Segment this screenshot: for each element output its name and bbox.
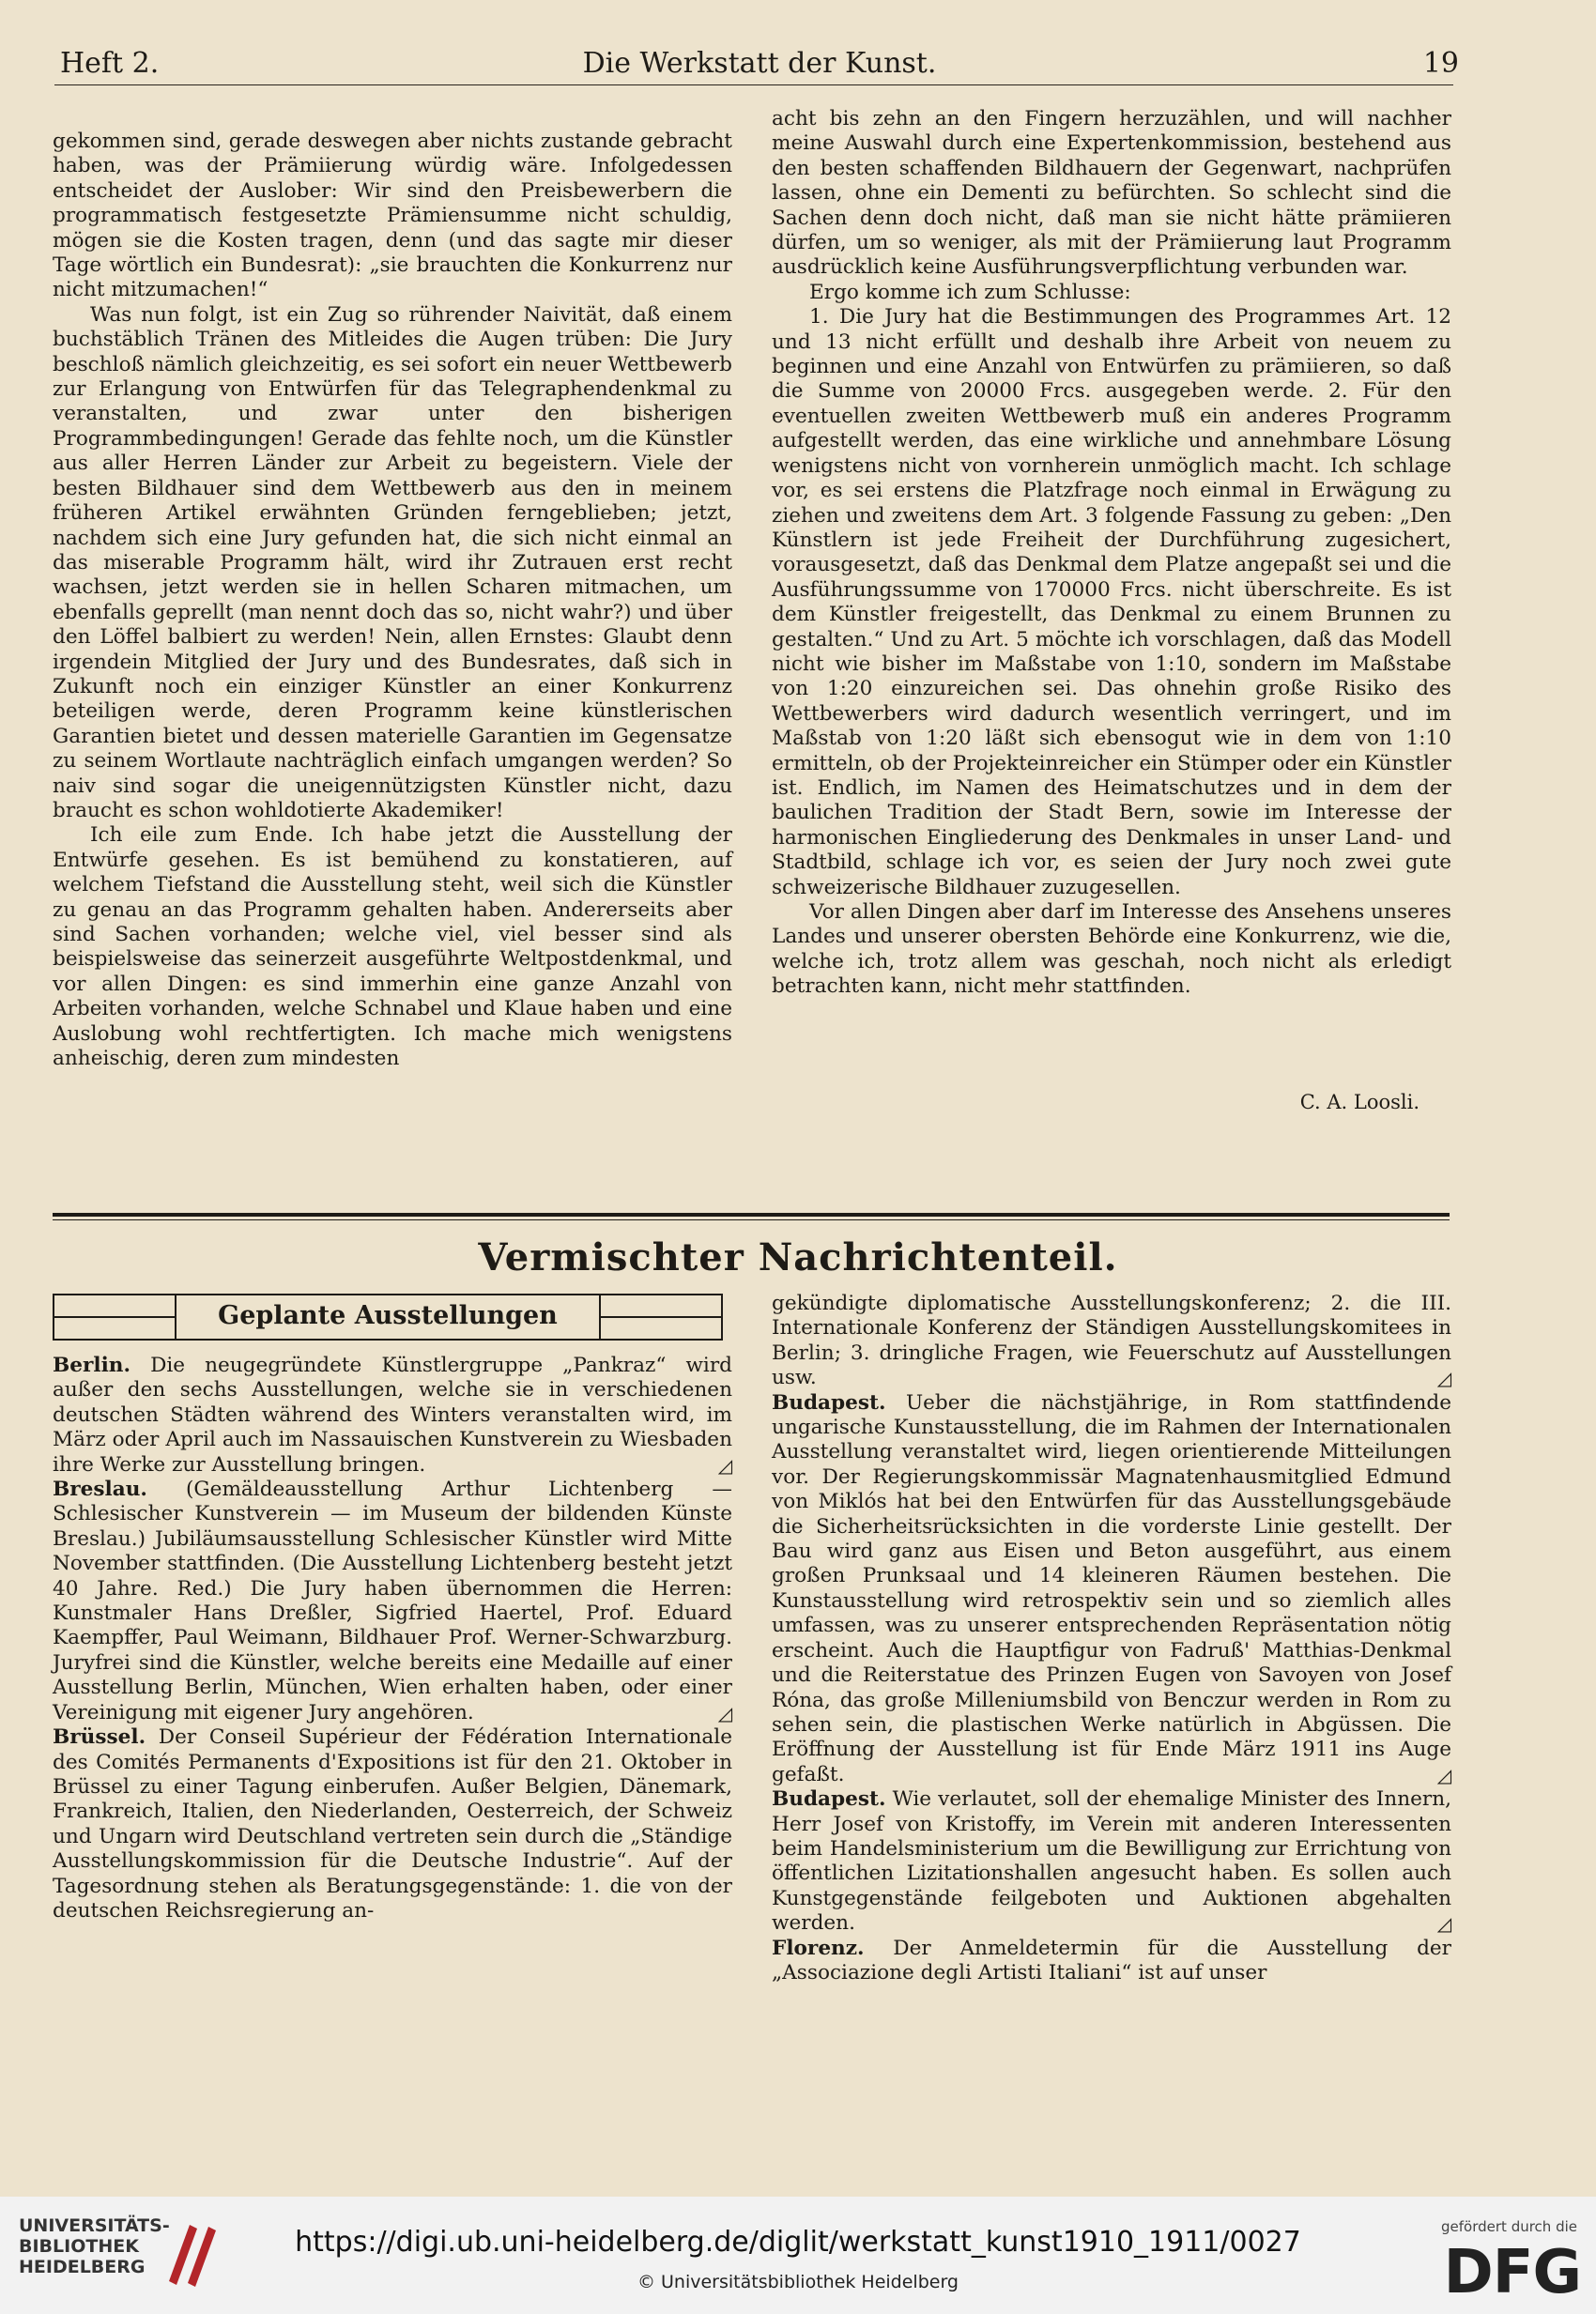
end-mark-icon: ◿ <box>1436 1367 1451 1390</box>
section-rule-thin <box>53 1219 1450 1220</box>
running-header <box>60 43 1459 88</box>
news-entry <box>53 1478 732 1725</box>
paragraph: 1. Die Jury hat die Bestimmungen des Programmes Art. 12 und 13 nicht erfüllt und deshalb ihre Arbeit von neuem zu beginnen und eine Anzahl von Entwürfen zu prämiieren, so daß die Summe von 20000 Frcs. ausgegeben werde. 2. Für den eventuellen zweiten Wettbewerb muß ein anderes Programm aufgestellt werden, das eine wirkliche und annehmbare Lösung wenigstens nicht von vornherein unmöglich macht. Ich schlage vor, es sei erstens die Platzfrage noch einmal in Erwägung zu ziehen und zweitens dem Art. 3 folgende Fassung zu geben: „Den Künstlern ist jede Freiheit der Durchführung zugesichert, vorausgesetzt, daß das Denkmal dem Platze angepaßt sei und die Ausführungssumme von 170000 Frcs. nicht überschreite. Es ist dem Künstler freigestellt, das Denkmal zu einem Brunnen zu gestalten.“ Und zu Art. 5 möchte ich vorschlagen, daß das Modell nicht wie bisher im Maßstabe von 1:10, sondern im Maßstabe von 1:20 einzureichen sei. Das ohnehin große Risiko des Wettbewerbers wird dadurch wesentlich verringert, und im Maßstab von 1:20 läßt sich ebensogut wie in dem von 1:10 ermitteln, ob der Projekteinreicher ein Stümper oder ein Künstler ist. Endlich, im Namen des Heimatschutzes und in dem der baulichen Tradition der Stadt Bern, sowie im Interesse der harmonischen Eingliederung des Denkmales in unser Land- und Stadtbild, schlage ich vor, es seien der Jury noch zwei gute schweizerische Bildhauer zuzugesellen. <box>772 305 1451 899</box>
end-mark-icon: ◿ <box>1436 1912 1451 1936</box>
end-mark-icon: ◿ <box>1436 1763 1451 1786</box>
subhead-frame <box>53 1294 723 1341</box>
copyright-notice: © Universitätsbibliothek Heidelberg <box>637 2272 959 2292</box>
entry-place: Brüssel. <box>53 1725 146 1750</box>
entry-text: Wie verlautet, soll der ehemalige Minister des Innern, Herr Josef von Kristoffy, im Verein mit anderen Interessenten beim Handelsministerium um die Bewilligung zur Errichtung von öffentlichen Lizitationshallen angesucht haben. Es sollen auch Kunstgegenstände feilgeboten und Auktionen abgehalten werden. <box>772 1787 1451 1936</box>
frame-line <box>54 1316 175 1318</box>
header-rule <box>54 84 1453 85</box>
news-column-left <box>53 1354 732 1923</box>
article-column-right <box>772 107 1451 1000</box>
entry-text: (Gemäldeausstellung Arthur Lichtenberg — Schlesischer Kunstverein — im Museum der bildenden Künste Breslau.) Jubiläumsausstellung Schlesischer Künstler wird Mitte November stattfinden. (Die Ausstellung Lichtenberg besteht jetzt 40 Jahre. Red.) Die Jury haben übernommen die Herren: Kunstmaler Hans Dreßler, Sigfried Haertel, Prof. Eduard Kaempffer, Paul Weimann, Bildhauer Prof. Werner-Schwarzburg. Juryfrei sind die Künstler, welche bereits eine Medaille auf einer Ausstellung Berlin, München, Wien erhalten haben, oder einer Vereinigung mit eigener Jury angehören. <box>53 1478 732 1724</box>
news-column-right <box>772 1292 1451 1985</box>
permalink-url[interactable]: https://digi.ub.uni-heidelberg.de/diglit/werkstatt_kunst1910_1911/0027 <box>295 2226 1301 2259</box>
frame-line <box>601 1316 721 1318</box>
section-title: Vermischter Nachrichtenteil. <box>478 1235 1118 1280</box>
news-entry <box>53 1725 732 1923</box>
subhead-title: Geplante Ausstellungen <box>218 1301 558 1330</box>
funding-label: gefördert durch die <box>1441 2218 1577 2235</box>
paragraph: Ergo komme ich zum Schlusse: <box>809 280 1131 304</box>
author-signature: C. A. Loosli. <box>1299 1091 1420 1113</box>
section-rule-thick <box>53 1213 1450 1217</box>
entry-place: Budapest. <box>772 1390 886 1415</box>
entry-text: gekündigte diplomatische Ausstellungskonferenz; 2. die III. Internationale Konferenz der Ständigen Ausstellungskomitees in Berlin; 3. dringliche Fragen, wie Feuerschutz auf Ausstellungen usw. <box>772 1292 1451 1390</box>
end-mark-icon: ◿ <box>717 1701 732 1724</box>
entry-place: Florenz. <box>772 1936 865 1960</box>
library-name-line: HEIDELBERG <box>19 2257 146 2277</box>
news-entry <box>772 1787 1451 1936</box>
library-logo[interactable] <box>19 2215 178 2277</box>
news-entry <box>772 1292 1451 1391</box>
library-name-line: BIBLIOTHEK <box>19 2236 139 2257</box>
end-mark-icon: ◿ <box>717 1453 732 1477</box>
library-emblem-icon <box>161 2215 223 2291</box>
page-number: 19 <box>1422 47 1459 80</box>
entry-text: Ueber die nächstjährige, in Rom stattfindende ungarische Kunstausstellung, die im Rahmen der Internationalen Ausstellung veranstaltet wird, liegen orientierende Mitteilungen vor. Der Regierungskommissär Magnatenhausmitglied Edmund von Miklós hat bei den Entwürfen für das Ausstellungsgebäude die Sicherheitsrücksichten in die vorderste Linie gestellt. Der Bau wird ganz aus Eisen und Beton ausgeführt, aus einem großen Prunksaal und 14 kleineren Räumen bestehen. Die Kunstausstellung wird retrospektiv sein und so ziemlich alles umfassen, was zu unserer entsprechenden Repräsentation nötig erscheint. Auch die Hauptfigur von Fadruß' Matthias-Denkmal und die Reiterstatue des Prinzen Eugen von Savoyen von Josef Róna, das große Milleniumsbild von Benczur werden in Rom zu sehen sein, die plastischen Werke natürlich in Abgüssen. Die Eröffnung der Ausstellung ist für Ende März 1911 ins Auge gefaßt. <box>772 1390 1451 1786</box>
entry-text: Die neugegründete Künstlergruppe „Pankraz“ wird außer den sechs Ausstellungen, welche sie in verschiedenen deutschen Städten während des Winters veranstalten wird, im März oder April auch im Nassauischen Kunstverein zu Wiesbaden ihre Werke zur Ausstellung bringen. <box>53 1354 732 1477</box>
entry-place: Breslau. <box>53 1478 147 1502</box>
issue-number: Heft 2. <box>60 47 160 80</box>
entry-text: Der Conseil Supérieur der Fédération Internationale des Comités Permanents d'Expositions ist für den 21. Oktober in Brüssel zu einer Tagung einberufen. Außer Belgien, Dänemark, Frankreich, Italien, den Niederlanden, Oesterreich, der Schweiz und Ungarn wird Deutschland vertreten sein durch die „Ständige Ausstellungskommission für die Deutsche Industrie“. Auf der Tagesordnung stehen als Beratungsgegenstände: 1. die von der deutschen Reichsregierung an- <box>53 1725 732 1923</box>
news-entry <box>772 1937 1451 1986</box>
paragraph: Ich eile zum Ende. Ich habe jetzt die Ausstellung der Entwürfe gesehen. Es ist bemühend zu konstatieren, auf welchem Tiefstand die Ausstellung steht, weil sich die Künstler zu genau an das Programm gehalten haben. Andererseits aber sind Sachen vorhanden; welche viel, viel besser sind als beispielsweise das seinerzeit ausgeführte Weltpostdenkmal, und vor allen Dingen: es sind immerhin eine ganze Anzahl von Arbeiten vorhanden, welche Schnabel und Klaue haben und eine Auslobung wohl rechtfertigten. Ich mache mich wenigstens anheischig, deren zum mindesten <box>53 823 732 1071</box>
paragraph: acht bis zehn an den Fingern herzuzählen, und will nachher meine Auswahl durch eine Expertenkommission, bestehend aus den besten schaffenden Bildhauern der Gegenwart, nachprüfen lassen, ohne ein Dementi zu befürchten. So schlecht sind die Sachen denn doch nicht, daß man sie nicht hätte prämiieren dürfen, um so weniger, als mit der Prämiierung laut Programm ausdrücklich keine Ausführungsverpflichtung verbunden war. <box>772 107 1451 280</box>
entry-place: Berlin. <box>53 1354 130 1377</box>
paragraph: Vor allen Dingen aber darf im Interesse des Ansehens unseres Landes und unserer obersten Behörde eine Konkurrenz, wie die, welche ich, trotz allem was geschah, noch nicht als erledigt betrachten kann, nicht mehr stattfinden. <box>772 900 1451 999</box>
paragraph: gekommen sind, gerade deswegen aber nichts zustande gebracht haben, was der Prämiierung würdig wäre. Infolgedessen entscheidet der Auslober: Wir sind den Preisbewerbern die programmatisch festgesetzte Prämiensumme nicht schuldig, mögen sie die Kosten tragen, denn (und das sagte mir dieser Tage wörtlich ein Bundesrat): „sie brauchten die Konkurrenz nur nicht mitzumachen!“ <box>53 130 732 302</box>
article-column-left <box>53 130 732 1071</box>
news-entry <box>53 1354 732 1478</box>
news-entry <box>772 1391 1451 1788</box>
library-name-line: UNIVERSITÄTS- <box>19 2215 170 2236</box>
entry-text: Der Anmeldetermin für die Ausstellung der „Associazione degli Artisti Italiani“ ist auf unser <box>772 1936 1451 1985</box>
journal-title: Die Werkstatt der Kunst. <box>582 47 937 80</box>
paragraph: Was nun folgt, ist ein Zug so rührender Naivität, daß einem buchstäblich Tränen des Mitleides die Augen trüben: Die Jury beschloß nämlich gleichzeitig, es sei sofort ein neuer Wettbewerb zur Erlangung von Entwürfen für das Telegraphendenkmal zu veranstalten, und zwar unter den bisherigen Programmbedingungen! Gerade das fehlte noch, um die Künstler aus aller Herren Länder zur Arbeit zu begeistern. Viele der besten Bildhauer sind dem Wettbewerb aus den in meinem früheren Artikel erwähnten Gründen ferngeblieben; jetzt, nachdem sich eine Jury gefunden hat, die sich nicht einmal an das miserable Programm hält, wird ihr Zutrauen erst recht wachsen, jetzt werden sie in hellen Scharen mitmachen, um ebenfalls geprellt (man nennt doch das so, nicht wahr?) und über den Löffel balbiert zu werden! Nein, allen Ernstes: Glaubt denn irgendein Mitglied der Jury und des Bundesrates, daß sich in Zukunft noch ein einziger Künstler an einer Konkurrenz beteiligen werde, deren Programm keine künstlerischen Garantien bietet und dessen materielle Garantien im Gegensatze zu seinem Wortlaute nachträglich einfach umgangen werden? So naiv sind sogar die uneigennützigsten Künstler nicht, dazu braucht es schon wohldotierte Akademiker! <box>53 302 732 822</box>
dfg-logo[interactable]: DFG <box>1443 2238 1581 2307</box>
entry-place: Budapest. <box>772 1787 886 1812</box>
